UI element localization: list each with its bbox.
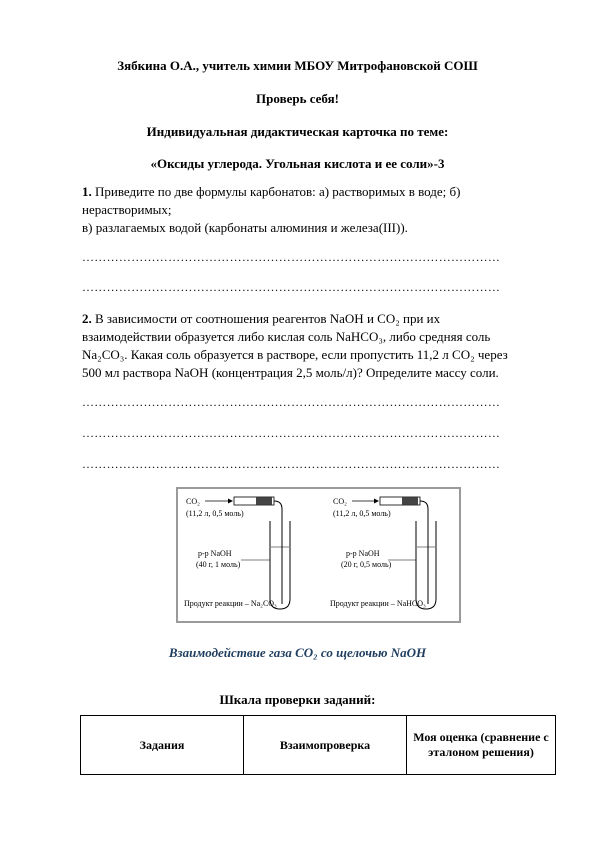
task-1-text-2: в) разлагаемых водой (карбонаты алюминия и железа(III)). — [82, 220, 408, 235]
card-title: Индивидуальная дидактическая карточка по теме: — [146, 124, 449, 139]
check-yourself-heading: Проверь себя! — [256, 91, 339, 106]
right-solution-label: р-р NaOH — [346, 549, 380, 558]
task-1-text: Приведите по две формулы карбонатов: а) растворимых в воде; б) нерастворимых; — [82, 184, 461, 217]
column-header-tasks: Задания — [81, 716, 244, 775]
task-1 — [82, 183, 512, 237]
reaction-figure — [176, 487, 461, 623]
column-header-peer-check: Взаимопроверка — [244, 716, 407, 775]
reaction-illustration — [178, 489, 459, 621]
right-gas-amount: (11,2 л, 0,5 моль) — [333, 509, 391, 518]
arrow-head — [228, 499, 233, 504]
task-2 — [82, 310, 512, 382]
arrow-head — [374, 499, 379, 504]
figure-caption: Взаимодействие газа CO₂ со щелочью NaOH — [168, 645, 427, 660]
left-product: Продукт реакции – Na₂CO₃ — [184, 599, 277, 608]
author-line: Зябкина О.А., учитель химии МБОУ Митрофановской СОШ — [117, 58, 478, 73]
left-solution-amount: (40 г, 1 моль) — [196, 560, 241, 569]
answer-line: ………………………………………………………………………………………… — [82, 457, 501, 471]
tube-fill — [256, 498, 272, 505]
right-solution-amount: (20 г, 0,5 моль) — [341, 560, 392, 569]
answer-line: ………………………………………………………………………………………… — [82, 280, 501, 294]
left-solution-label: р-р NaOH — [198, 549, 232, 558]
tube-fill — [402, 498, 418, 505]
task-2-number: 2. — [82, 311, 92, 326]
scale-title: Шкала проверки заданий: — [219, 692, 376, 707]
task-1-number: 1. — [82, 184, 92, 199]
column-header-my-grade: Моя оценка (сравнение с эталоном решения) — [407, 716, 556, 775]
answer-line: ………………………………………………………………………………………… — [82, 250, 501, 264]
delivery-tube — [274, 501, 282, 604]
table-row — [81, 716, 556, 775]
task-2-text: В зависимости от соотношения реагентов NaOH и CO₂ при их взаимодействии образуется либо кислая соль NaHCO₃, либо средняя соль Na₂CO₃. Какая соль образуется в растворе, если пропустить 11,2 л CO₂ через 500 мл раствора NaOH (концентрация 2,5 моль/л)? Определите массу соли. — [82, 311, 508, 380]
right-product: Продукт реакции – NaHCO₃ — [330, 599, 426, 608]
left-gas-amount: (11,2 л, 0,5 моль) — [186, 509, 244, 518]
delivery-tube — [420, 501, 428, 604]
answer-line: ………………………………………………………………………………………… — [82, 395, 501, 409]
left-gas-label: CO₂ — [186, 497, 200, 506]
test-tube — [416, 521, 436, 609]
answer-line: ………………………………………………………………………………………… — [82, 426, 501, 440]
test-tube — [270, 521, 290, 609]
right-gas-label: CO₂ — [333, 497, 347, 506]
scoring-table — [80, 715, 556, 775]
topic-title: «Оксиды углерода. Угольная кислота и ее соли»-3 — [150, 156, 445, 171]
